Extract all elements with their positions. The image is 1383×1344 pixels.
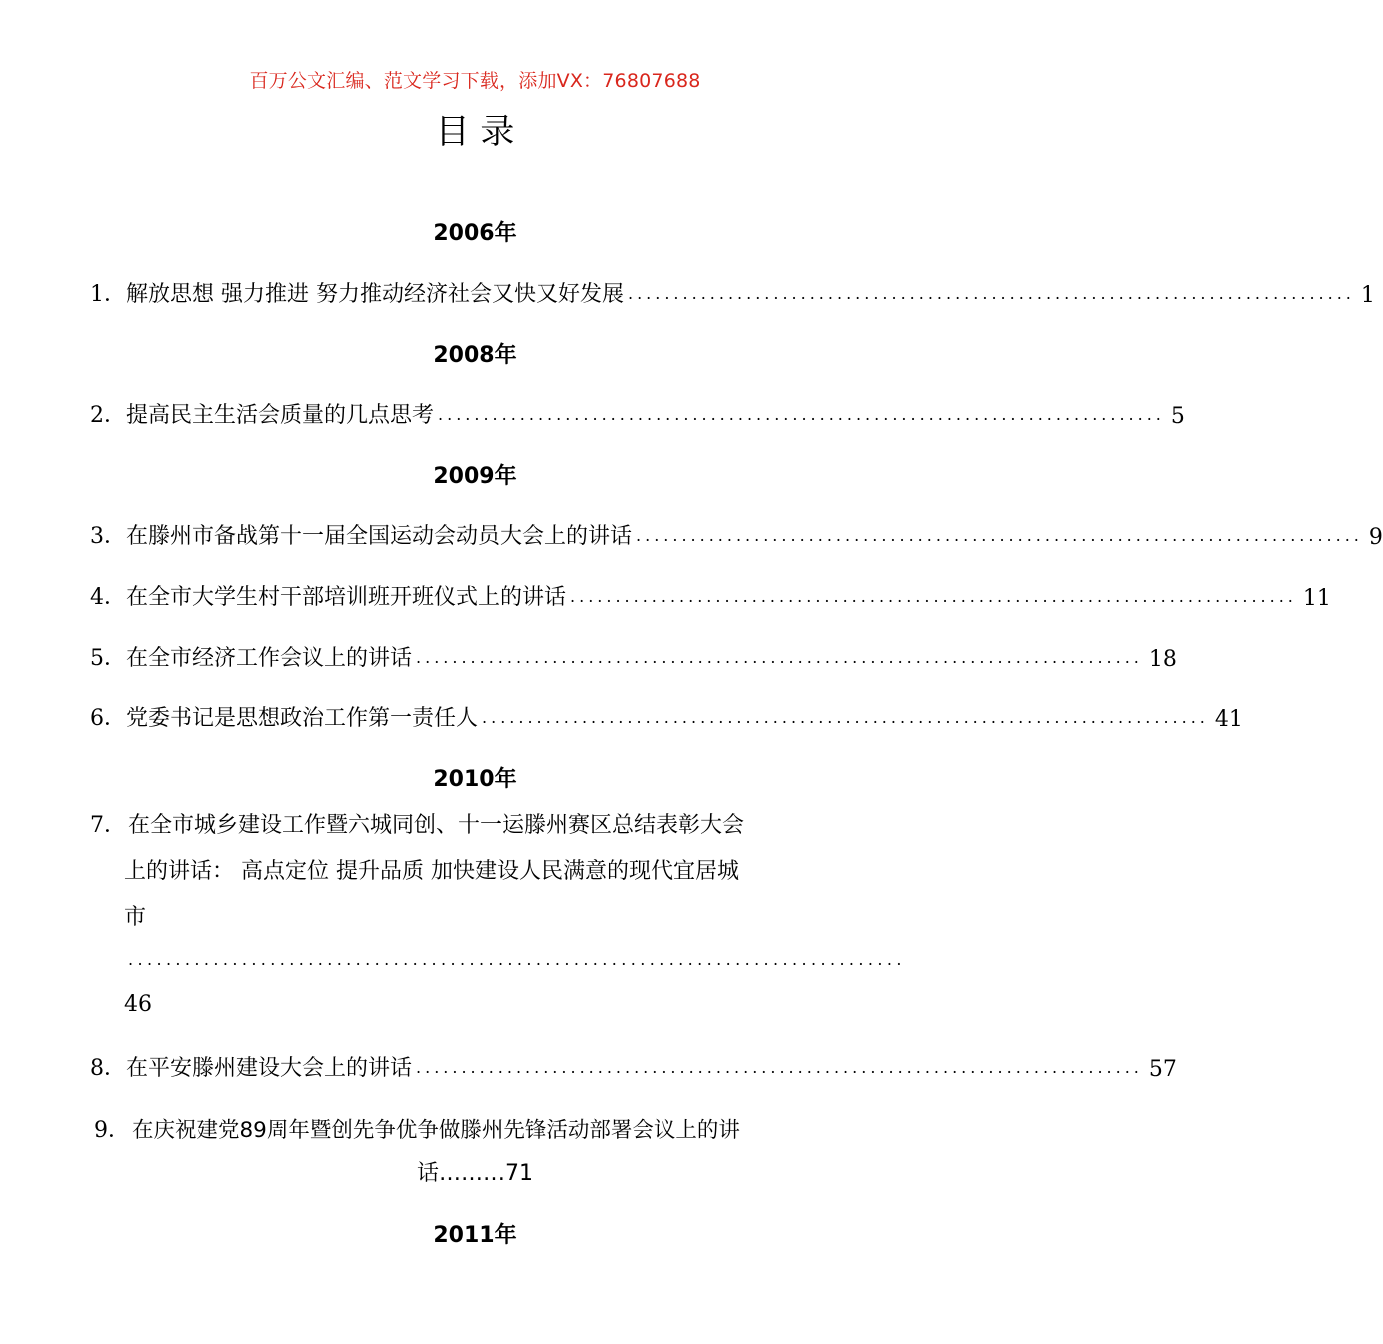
entry-page: 5: [1170, 404, 1185, 429]
entry-number: 7．: [90, 813, 126, 838]
entry-title-line-2: 上的讲话： 高点定位 提升品质 加快建设人民满意的现代宜居城: [124, 859, 739, 884]
page-title: 目 录: [435, 112, 515, 152]
entry-title: 解放思想 强力推进 努力推动经济社会又快又好发展: [126, 282, 624, 307]
toc-entry-1[interactable]: [90, 276, 1375, 308]
entry-title: 党委书记是思想政治工作第一责任人: [126, 706, 479, 731]
entry-title-line-1: 在庆祝建党89周年暨创先争优争做滕州先锋活动部署会议上的讲: [132, 1118, 740, 1143]
entry-title-line-1: 在全市城乡建设工作暨六城同创、十一运滕州赛区总结表彰大会: [128, 813, 745, 838]
entry-number: 1．: [90, 282, 126, 307]
entry-number: 2．: [90, 403, 126, 428]
year-heading-2006: 2006年: [433, 221, 517, 246]
entry-number: 6．: [90, 706, 126, 731]
entry-page: 57: [1148, 1057, 1177, 1082]
entry-page: 11: [1302, 586, 1331, 611]
toc-entry-5[interactable]: [90, 640, 1177, 672]
entry-title-line-2: 话………71: [417, 1161, 533, 1186]
entry-page: 41: [1214, 707, 1243, 732]
entry-number: 5．: [90, 646, 126, 671]
leader-dots: ................................................................................: [636, 526, 1363, 545]
leader-dots: ..................................................................................: [128, 950, 906, 969]
year-heading-2011: 2011年: [433, 1223, 517, 1248]
leader-dots: ................................................................................: [482, 708, 1209, 727]
toc-entry-6[interactable]: [90, 700, 1243, 732]
entry-title-line-3: 市: [124, 905, 147, 930]
leader-dots: ................................................................................: [416, 1058, 1143, 1077]
year-heading-2010: 2010年: [433, 767, 517, 792]
toc-entry-4[interactable]: [90, 579, 1331, 611]
entry-title: 在全市经济工作会议上的讲话: [126, 646, 413, 671]
entry-title: 在滕州市备战第十一届全国运动会动员大会上的讲话: [126, 524, 633, 549]
entry-number: 8．: [90, 1056, 126, 1081]
entry-number: 9．: [94, 1118, 130, 1143]
entry-title: 提高民主生活会质量的几点思考: [126, 403, 435, 428]
watermark-text: 百万公文汇编、范文学习下载，添加VX：76807688: [249, 70, 701, 92]
entry-title: 在平安滕州建设大会上的讲话: [126, 1056, 413, 1081]
leader-dots: ................................................................................: [570, 587, 1297, 606]
year-heading-2008: 2008年: [433, 343, 517, 368]
entry-page: 1: [1360, 283, 1375, 308]
entry-page: 18: [1148, 647, 1177, 672]
toc-entry-8[interactable]: [90, 1050, 1177, 1082]
entry-page: 9: [1368, 525, 1383, 550]
entry-page: 46: [124, 992, 152, 1017]
entry-number: 4．: [90, 585, 126, 610]
toc-entry-3[interactable]: [90, 518, 1383, 550]
entry-title: 在全市大学生村干部培训班开班仪式上的讲话: [126, 585, 567, 610]
leader-dots: ................................................................................: [416, 648, 1143, 667]
year-heading-2009: 2009年: [433, 464, 517, 489]
entry-number: 3．: [90, 524, 126, 549]
toc-entry-2[interactable]: [90, 397, 1185, 429]
leader-dots: ................................................................................: [438, 405, 1165, 424]
leader-dots: ................................................................................: [628, 284, 1355, 303]
